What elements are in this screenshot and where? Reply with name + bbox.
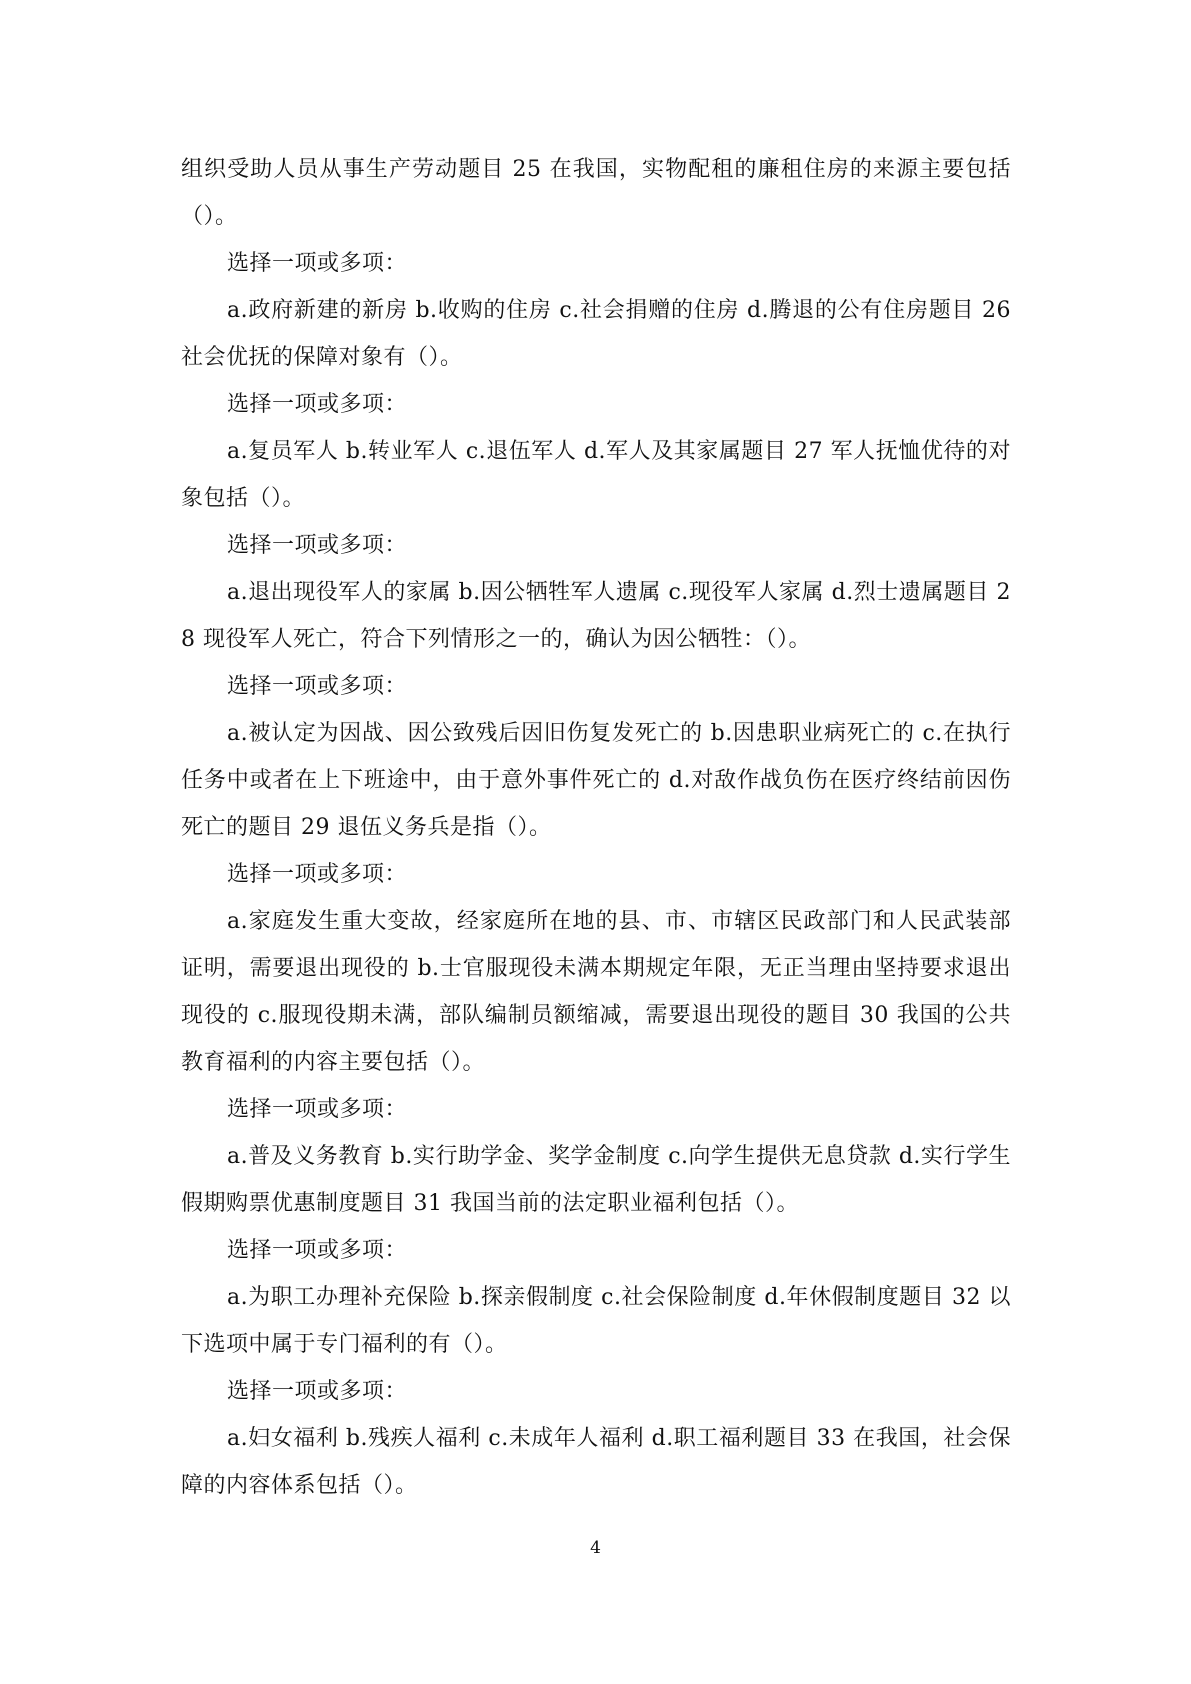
paragraph: a.妇女福利 b.残疾人福利 c.未成年人福利 d.职工福利题目 33 在我国，社会保障的内容体系包括（）。 <box>181 1426 1011 1498</box>
paragraph: 选择一项或多项： <box>227 251 408 276</box>
paragraph: a.政府新建的新房 b.收购的住房 c.社会捐赠的住房 d.腾退的公有住房题目 26 社会优抚的保障对象有（）。 <box>181 298 1011 370</box>
paragraph: 选择一项或多项： <box>227 1379 408 1404</box>
page-body <box>181 146 1011 1509</box>
paragraph: a.为职工办理补充保险 b.探亲假制度 c.社会保险制度 d.年休假制度题目 32 以下选项中属于专门福利的有（）。 <box>181 1285 1011 1357</box>
paragraph: 选择一项或多项： <box>227 533 408 558</box>
paragraph: a.普及义务教育 b.实行助学金、奖学金制度 c.向学生提供无息贷款 d.实行学生假期购票优惠制度题目 31 我国当前的法定职业福利包括（）。 <box>181 1144 1011 1216</box>
page-number: 4 <box>590 1538 601 1558</box>
paragraph: a.退出现役军人的家属 b.因公牺牲军人遗属 c.现役军人家属 d.烈士遗属题目 28 现役军人死亡，符合下列情形之一的，确认为因公牺牲：（）。 <box>181 580 1011 652</box>
paragraph: a.复员军人 b.转业军人 c.退伍军人 d.军人及其家属题目 27 军人抚恤优待的对象包括（）。 <box>181 439 1011 511</box>
paragraph: 选择一项或多项： <box>227 1238 408 1263</box>
paragraph: 组织受助人员从事生产劳动题目 25 在我国，实物配租的廉租住房的来源主要包括（）。 <box>181 157 1011 229</box>
paragraph: 选择一项或多项： <box>227 1097 408 1122</box>
paragraph: 选择一项或多项： <box>227 674 408 699</box>
paragraph: 选择一项或多项： <box>227 392 408 417</box>
paragraph: a.被认定为因战、因公致残后因旧伤复发死亡的 b.因患职业病死亡的 c.在执行任务中或者在上下班途中，由于意外事件死亡的 d.对敌作战负伤在医疗终结前因伤死亡的题目 29 退伍义务兵是指（）。 <box>181 721 1011 840</box>
paragraph: a.家庭发生重大变故，经家庭所在地的县、市、市辖区民政部门和人民武装部证明，需要退出现役的 b.士官服现役未满本期规定年限，无正当理由坚持要求退出现役的 c.服现役期未满，部队编制员额缩减，需要退出现役的题目 30 我国的公共教育福利的内容主要包括（）。 <box>181 909 1011 1075</box>
paragraph: 选择一项或多项： <box>227 862 408 887</box>
